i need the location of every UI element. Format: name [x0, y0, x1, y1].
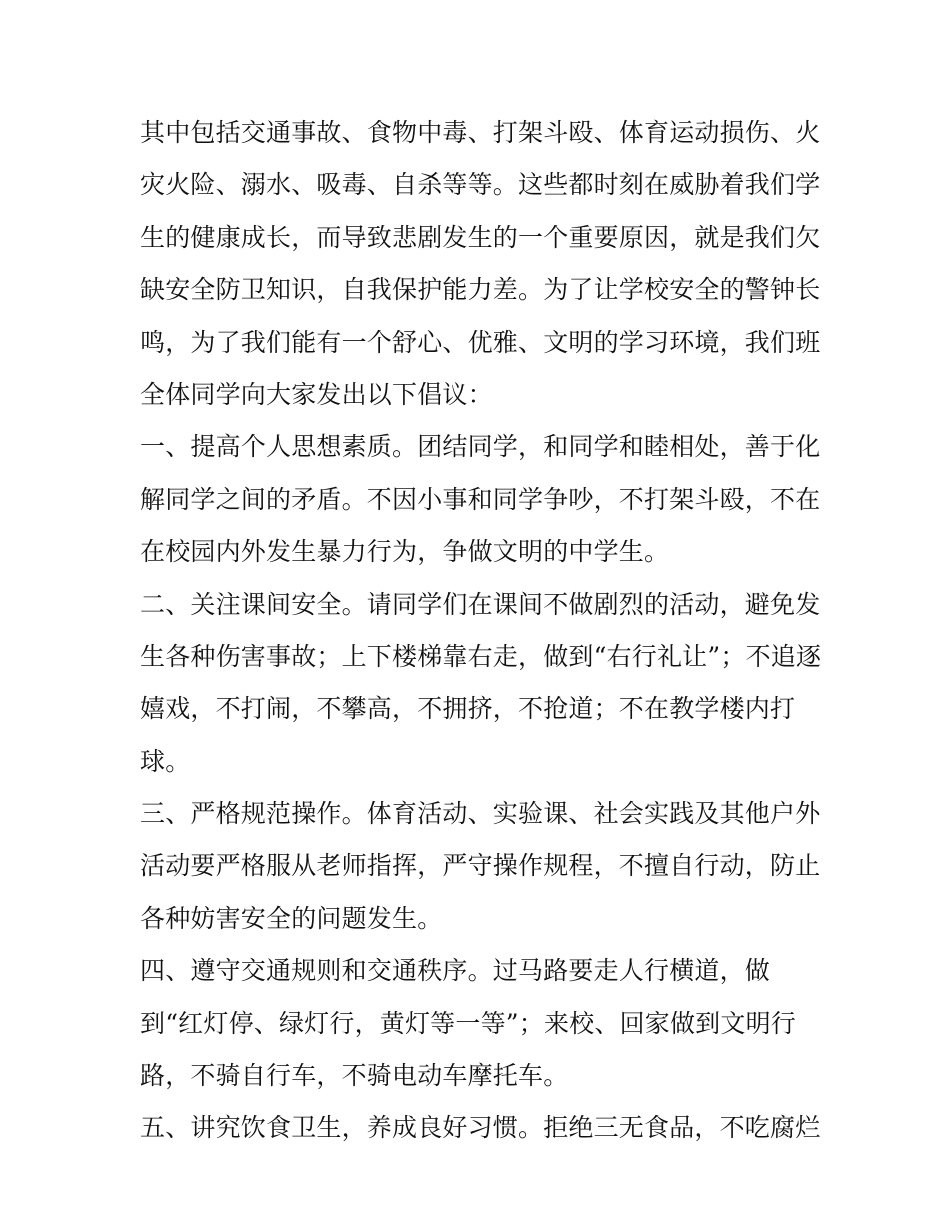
- text-line: 嬉戏，不打闹，不攀高，不拥挤，不抢道；不在教学楼内打: [140, 694, 796, 724]
- document-page: [140, 107, 820, 1155]
- text-line: 四、遵守交通规则和交通秩序。过马路要走人行横道，做: [140, 956, 771, 986]
- text-line: 缺安全防卫知识，自我保护能力差。为了让学校安全的警钟长: [140, 275, 821, 305]
- text-line: 各种妨害安全的问题发生。: [140, 903, 443, 933]
- text-line: 一、提高个人思想素质。团结同学，和同学和睦相处，善于化: [140, 432, 821, 462]
- text-line: 活动要严格服从老师指挥，严守操作规程，不擅自行动，防止: [140, 851, 821, 881]
- text-line: 二、关注课间安全。请同学们在课间不做剧烈的活动，避免发: [140, 589, 821, 619]
- text-line: 在校园内外发生暴力行为，争做文明的中学生。: [140, 537, 670, 567]
- text-line: 灾火险、溺水、吸毒、自杀等等。这些都时刻在威胁着我们学: [140, 170, 821, 200]
- text-line: 全体同学向大家发出以下倡议：: [140, 379, 493, 409]
- text-line: 生各种伤害事故；上下楼梯靠右走，做到“右行礼让”；不追逐: [140, 641, 822, 671]
- text-line: 其中包括交通事故、食物中毒、打架斗殴、体育运动损伤、火: [140, 118, 821, 147]
- text-line: 解同学之间的矛盾。不因小事和同学争吵，不打架斗殴，不在: [140, 484, 821, 514]
- text-line: 路，不骑自行车，不骑电动车摩托车。: [140, 1061, 569, 1091]
- text-line: 到“红灯停、绿灯行，黄灯等一等”；来校、回家做到文明行: [140, 1008, 796, 1038]
- text-line: 鸣，为了我们能有一个舒心、优雅、文明的学习环境，我们班: [140, 327, 821, 357]
- text-line: 五、讲究饮食卫生，养成良好习惯。拒绝三无食品，不吃腐烂: [140, 1113, 821, 1143]
- text-line: 生的健康成长，而导致悲剧发生的一个重要原因，就是我们欠: [140, 222, 821, 252]
- text-line: 三、严格规范操作。体育活动、实验课、社会实践及其他户外: [140, 799, 821, 829]
- text-line: 球。: [140, 746, 191, 776]
